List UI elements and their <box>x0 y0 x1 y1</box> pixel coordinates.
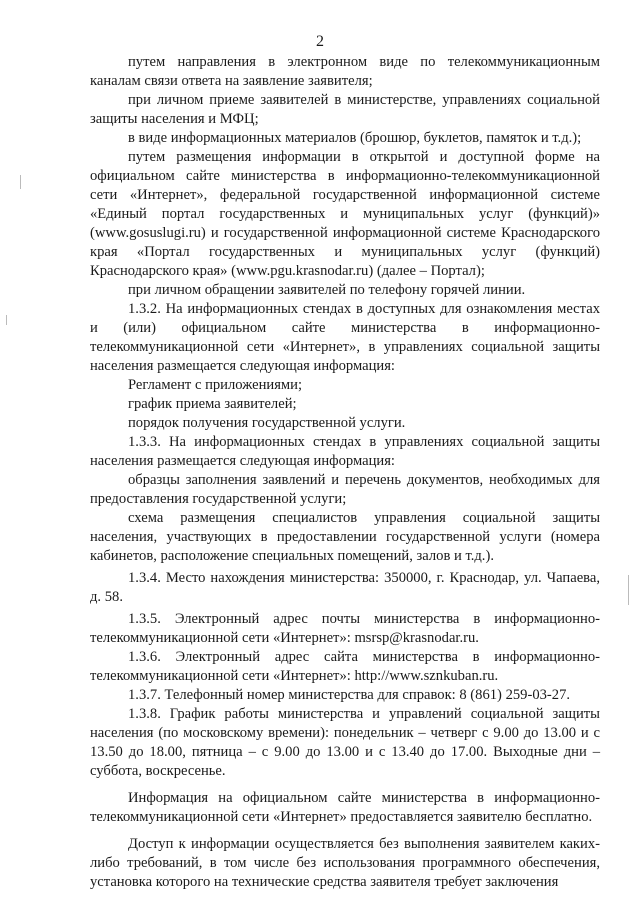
paragraph-1-3-3: 1.3.3. На информационных стендах в управлениях социальной защиты населения размещается следующая информация: <box>90 434 600 469</box>
page-number: 2 <box>316 33 324 50</box>
paragraph-samples: образцы заполнения заявлений и перечень документов, необходимых для предоставления государственной услуги; <box>90 472 600 507</box>
paragraph-1-3-6: 1.3.6. Электронный адрес сайта министерства в информационно-телекоммуникационной сети «Интернет»: http://www.sznkuban.ru. <box>90 649 600 684</box>
paragraph-website-placement: путем размещения информации в открытой и доступной форме на официальном сайте министерства в информационно-телекоммуникационной сети «Интернет», федеральной государственной информационной системе «Единый портал государственных и муниципальных услуг (функций)» (www.gosuslugi.ru) и государственной информационной системе Краснодарского края «Портал государственных и муниципальных услуг (функций) Краснодарского края» (www.pgu.krasnodar.ru) (далее – Портал); <box>90 149 600 279</box>
paragraph-schedule: график приема заявителей; <box>128 396 297 412</box>
paragraph-personal-reception: при личном приеме заявителей в министерстве, управлениях социальной защиты населения и МФЦ; <box>90 92 600 127</box>
scan-artifact-left-lower <box>6 315 7 325</box>
paragraph-info-materials: в виде информационных материалов (брошюр, буклетов, памяток и т.д.); <box>128 130 582 146</box>
paragraph-access-requirements: Доступ к информации осуществляется без выполнения заявителем каких-либо требований, в том числе без использования программного обеспечения, установка которого на технические средства заявителя требует заключения <box>90 836 600 890</box>
paragraph-regulation: Регламент с приложениями; <box>128 377 303 393</box>
paragraph-1-3-4: 1.3.4. Место нахождения министерства: 350000, г. Краснодар, ул. Чапаева, д. 58. <box>90 570 600 605</box>
paragraph-1-3-8: 1.3.8. График работы министерства и управлений социальной защиты населения (по московскому времени): понедельник – четверг с 9.00 до 13.00 и с 13.50 до 18.00, пятница – с 9.00 до 13.00 и с 13.40 до 17.00. Выходные дни – суббота, воскресенье. <box>90 706 600 779</box>
paragraph-free-info: Информация на официальном сайте министерства в информационно-телекоммуникационной сети «Интернет» предоставляется заявителю бесплатно. <box>90 790 600 825</box>
paragraph-1-3-5: 1.3.5. Электронный адрес почты министерства в информационно-телекоммуникационной сети «Интернет»: msrsp@krasnodar.ru. <box>90 611 600 646</box>
paragraph-specialists-scheme: схема размещения специалистов управления социальной защиты населения, участвующих в предоставлении государственной услуги (номера кабинетов, расположение специальных помещений, залов и т.д.). <box>90 510 600 564</box>
paragraph-1-3-7: 1.3.7. Телефонный номер министерства для справок: 8 (861) 259-03-27. <box>128 687 571 703</box>
scan-artifact-left <box>20 175 21 189</box>
paragraph-hotline: при личном обращении заявителей по телефону горячей линии. <box>128 282 526 298</box>
paragraph-electronic-response: путем направления в электронном виде по телекоммуникационным каналам связи ответа на заявление заявителя; <box>90 54 600 89</box>
paragraph-1-3-2: 1.3.2. На информационных стендах в доступных для ознакомления местах и (или) официальном сайте министерства в информационно-телекоммуникационной сети «Интернет», в управлениях социальной защиты населения размещается следующая информация: <box>90 301 600 374</box>
document-body <box>90 53 600 892</box>
scan-artifact-right <box>628 575 629 605</box>
paragraph-procedure: порядок получения государственной услуги. <box>128 415 406 431</box>
